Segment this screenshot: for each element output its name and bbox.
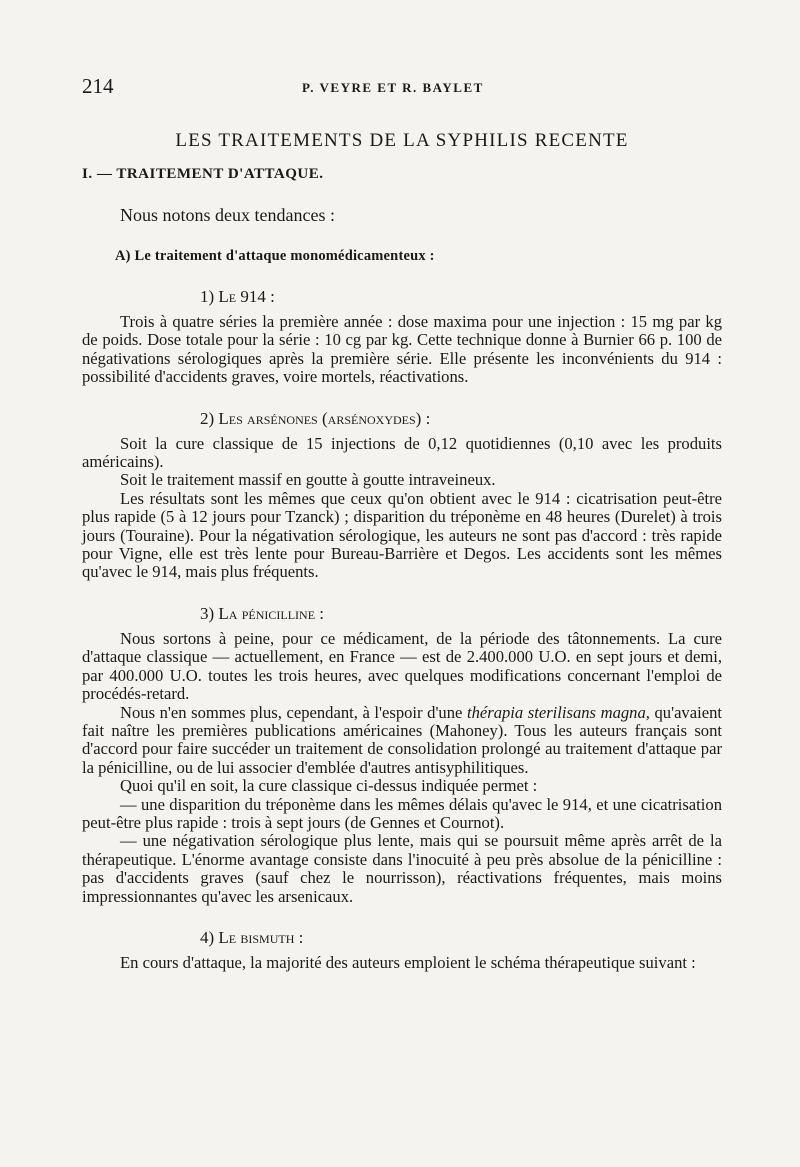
- running-title: P. VEYRE ET R. BAYLET: [302, 80, 484, 95]
- paragraph: — une disparition du tréponème dans les mêmes délais qu'avec le 914, et une cicatrisation peut-être plus rapide : trois à sept jours (de Gennes et Cournot).: [82, 794, 722, 832]
- section-arsenones-body: [82, 435, 722, 582]
- section-colon: :: [298, 927, 304, 947]
- paragraph: En cours d'attaque, la majorité des auteurs emploient le schéma thérapeutique suivant :: [120, 952, 696, 972]
- section-bismuth-heading: [82, 928, 722, 948]
- paragraph: Soit la cure classique de 15 injections de 0,12 quotidiennes (0,10 avec les produits américains).: [82, 433, 722, 472]
- section-heading: I. — TRAITEMENT D'ATTAQUE.: [82, 166, 324, 182]
- running-header: [82, 74, 722, 100]
- section-subtitle: (arsénoxydes): [322, 408, 422, 428]
- document-page: [82, 74, 722, 972]
- paragraph: Trois à quatre séries la première année : dose maxima pour une injection : 15 mg par kg de poids. Dose totale pour la série : 10 cg par kg. Cette technique donne à Burnier 66 p. 100 de négativations sérologiques après la première série. Elle présente les inconvénients du 914 : possibilité d'accidents graves, voire mortels, réactivations.: [82, 312, 722, 387]
- italic-phrase: thérapia sterilisans magna,: [466, 702, 650, 722]
- paragraph: Soit le traitement massif en goutte à goutte intraveineux.: [120, 470, 496, 490]
- paragraph: Quoi qu'il en soit, la cure classique ci-dessus indiquée permet :: [120, 776, 538, 796]
- section-title: Le bismuth: [218, 927, 295, 947]
- section-title: Les arsénones: [218, 408, 318, 428]
- subheading-a: A) Le traitement d'attaque monomédicamenteux :: [115, 248, 435, 264]
- section-colon: :: [425, 408, 431, 428]
- section-title: Le 914: [218, 287, 266, 306]
- section-title: La pénicilline: [218, 603, 316, 623]
- section-number: 1): [200, 287, 215, 306]
- text-run: Nous n'en sommes plus, cependant, à l'espoir d'une: [120, 702, 463, 722]
- paragraph: [82, 704, 722, 778]
- section-number: 4): [200, 927, 215, 947]
- section-bismuth-body: [82, 954, 722, 972]
- paragraph: Les résultats sont les mêmes que ceux qu'on obtient avec le 914 : cicatrisation peut-être plus rapide (5 à 12 jours pour Tzanck) ; disparition du tréponème en 48 heures (Durelet) à trois jours (Touraine). Pour la négativation sérologique, les auteurs ne sont pas d'accord : très rapide pour Vigne, elle est très lente pour Bureau-Barrière et Degos. Les accidents sont les mêmes qu'avec le 914, mais plus fréquents.: [82, 488, 722, 582]
- chapter-title: LES TRAITEMENTS DE LA SYPHILIS RECENTE: [175, 130, 629, 151]
- text-run: qu'avaient fait naître les premières publications américaines (Mahoney). Tous les auteurs français sont d'accord pour faire succéder un traitement de consolidation prolongé au traitement d'attaque par la pénicilline, ou de lui associer d'emblée d'autres antisyphilitiques.: [82, 702, 722, 777]
- intro-text: Nous notons deux tendances :: [120, 205, 335, 225]
- section-penicilline-heading: [82, 604, 722, 624]
- section-914-heading: [82, 287, 722, 307]
- section-penicilline-body: [82, 630, 722, 906]
- paragraph: — une négativation sérologique plus lente, mais qui se poursuit même après arrêt de la thérapeutique. L'énorme avantage consiste dans l'inocuité à peu près absolue de la pénicilline : pas d'accidents graves (sauf chez le nourrisson), réactivations fréquentes, mais moins impressionnantes qu'avec les arsenicaux.: [82, 831, 722, 906]
- section-914-body: [82, 313, 722, 387]
- page-number: 214: [82, 74, 114, 98]
- section-number: 3): [200, 603, 215, 623]
- section-colon: :: [270, 287, 275, 306]
- section-colon: :: [319, 603, 325, 623]
- paragraph: Nous sortons à peine, pour ce médicament, de la période des tâtonnements. La cure d'attaque classique — actuellement, en France — est de 2.400.000 U.O. en sept jours et demi, par 400.000 U.O. toutes les trois heures, avec quelques modifications concernant l'emploi de procédés-retard.: [82, 628, 722, 704]
- section-number: 2): [200, 408, 215, 428]
- section-arsenones-heading: [82, 409, 722, 429]
